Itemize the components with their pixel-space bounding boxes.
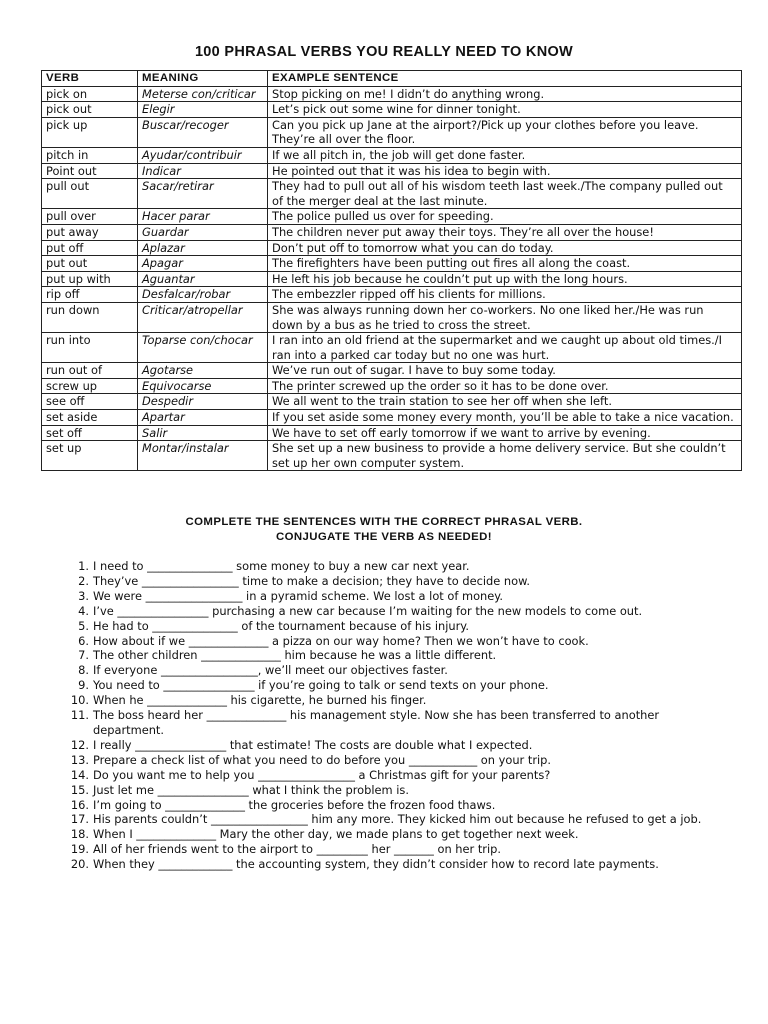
exercise-text: How about if we ______________ a pizza on our way home? Then we won’t have to cook. [93,633,589,648]
exercise-text: Prepare a check list of what you need to do before you ____________ on your trip. [93,752,552,767]
table-row [42,333,742,363]
meaning-cell: Equivocarse [138,378,268,394]
table-row [42,378,742,394]
example-cell: The printer screwed up the order so it has to be done over. [268,378,742,394]
exercise-text: His parents couldn’t _________________ him any more. They kicked him out because he refused to get a job. [93,812,702,827]
exercise-number: 14. [70,767,89,782]
table-row [42,179,742,209]
example-cell: The police pulled us over for speeding. [268,209,742,225]
verb-cell: set up [42,441,138,471]
meaning-cell: Buscar/recoger [138,117,268,147]
exercise-number: 15. [70,782,89,797]
example-cell: If we all pitch in, the job will get done faster. [268,147,742,163]
meaning-cell: Hacer parar [138,209,268,225]
instructions-line-2: CONJUGATE THE VERB AS NEEDED! [275,531,493,543]
verb-cell: set aside [42,410,138,426]
exercise-item [68,827,728,842]
verb-cell: run down [42,302,138,332]
exercise-text: You need to ________________ if you’re going to talk or send texts on your phone. [93,678,549,693]
exercise-number: 4. [78,603,89,618]
exercise-number: 10. [70,693,89,708]
verb-cell: see off [42,394,138,410]
exercise-text: All of her friends went to the airport to _________ her _______ on her trip. [93,842,501,857]
table-row [42,102,742,118]
example-cell: The firefighters have been putting out fires all along the coast. [268,256,742,272]
meaning-cell: Criticar/atropellar [138,302,268,332]
table-row [42,287,742,303]
meaning-cell: Ayudar/contribuir [138,147,268,163]
exercise-text: I really ________________ that estimate! The costs are double what I expected. [93,737,533,752]
exercise-number: 19. [70,842,89,857]
example-cell: We have to set off early tomorrow if we want to arrive by evening. [268,425,742,441]
exercise-text: I’ve ________________ purchasing a new car because I’m waiting for the new models to come out. [93,603,643,618]
example-cell: She set up a new business to provide a home delivery service. But she couldn’t set up her own computer system. [268,441,742,471]
instructions [0,515,768,545]
exercise-text: If everyone _________________, we’ll meet our objectives faster. [93,663,448,678]
verb-cell: pick out [42,102,138,118]
exercise-number: 18. [70,827,89,842]
exercise-item [68,857,728,872]
table-row [42,117,742,147]
exercise-number: 12. [70,737,89,752]
exercise-item [68,678,728,693]
exercise-number: 13. [70,752,89,767]
exercise-text: When I ______________ Mary the other day, we made plans to get together next week. [93,827,579,842]
exercise-item [68,812,728,827]
meaning-cell: Indicar [138,163,268,179]
example-cell: He pointed out that it was his idea to begin with. [268,163,742,179]
instructions-line-1: COMPLETE THE SENTENCES WITH THE CORRECT PHRASAL VERB. [185,516,583,528]
exercise-number: 3. [78,588,89,603]
example-cell: The children never put away their toys. They’re all over the house! [268,224,742,240]
header-example: EXAMPLE SENTENCE [268,71,742,87]
verb-cell: pull out [42,179,138,209]
exercise-number: 17. [70,812,89,827]
phrasal-verbs-table [41,70,742,471]
exercise-number: 16. [70,797,89,812]
example-cell: I ran into an old friend at the supermarket and we caught up about old times./I ran into a parked car today but no one was hurt. [268,333,742,363]
verb-cell: set off [42,425,138,441]
verb-cell: put off [42,240,138,256]
meaning-cell: Apartar [138,410,268,426]
meaning-cell: Despedir [138,394,268,410]
verb-cell: screw up [42,378,138,394]
exercise-number: 5. [78,618,89,633]
example-cell: Stop picking on me! I didn’t do anything wrong. [268,86,742,102]
example-cell: They had to pull out all of his wisdom teeth last week./The company pulled out of the merger deal at the last minute. [268,179,742,209]
meaning-cell: Apagar [138,256,268,272]
table-row [42,394,742,410]
meaning-cell: Guardar [138,224,268,240]
exercise-text: Do you want me to help you _________________ a Christmas gift for your parents? [93,767,551,782]
exercise-text: The boss heard her ______________ his management style. Now she has been transferred to another department. [93,708,660,737]
meaning-cell: Salir [138,425,268,441]
exercise-text: I’m going to ______________ the groceries before the frozen food thaws. [93,797,496,812]
meaning-cell: Aguantar [138,271,268,287]
exercise-item [68,753,728,768]
table-row [42,441,742,471]
meaning-cell: Toparse con/chocar [138,333,268,363]
table-row [42,425,742,441]
exercise-text: When they _____________ the accounting system, they didn’t consider how to record late payments. [93,857,659,872]
table-row [42,147,742,163]
exercise-item [68,842,728,857]
meaning-cell: Elegir [138,102,268,118]
exercise-number: 20. [70,857,89,872]
table-row [42,256,742,272]
meaning-cell: Sacar/retirar [138,179,268,209]
exercise-number: 6. [78,633,89,648]
table-body [42,86,742,471]
verb-cell: Point out [42,163,138,179]
example-cell: If you set aside some money every month, you’ll be able to take a nice vacation. [268,410,742,426]
table-row [42,363,742,379]
exercise-item [68,708,728,738]
example-cell: Can you pick up Jane at the airport?/Pick up your clothes before you leave. They’re all over the floor. [268,117,742,147]
exercise-number: 9. [78,678,89,693]
verb-cell: pull over [42,209,138,225]
verb-cell: pitch in [42,147,138,163]
table-row [42,302,742,332]
exercise-text: Just let me ________________ what I think the problem is. [93,782,409,797]
page-title: 100 PHRASAL VERBS YOU REALLY NEED TO KNOW [194,44,574,60]
exercise-item [68,738,728,753]
table-row [42,86,742,102]
exercise-text: When he ______________ his cigarette, he burned his finger. [93,693,427,708]
exercise-item [68,783,728,798]
exercise-list [68,559,728,872]
table-row [42,271,742,287]
verb-cell: run out of [42,363,138,379]
table-row [42,410,742,426]
example-cell: She was always running down her co-workers. No one liked her./He was run down by a bus as he tried to cross the street. [268,302,742,332]
table-row [42,163,742,179]
verb-cell: rip off [42,287,138,303]
exercise-item [68,798,728,813]
meaning-cell: Meterse con/criticar [138,86,268,102]
verb-cell: put out [42,256,138,272]
exercise-text: He had to _______________ of the tournament because of his injury. [93,618,470,633]
exercise-text: We were _________________ in a pyramid scheme. We lost a lot of money. [93,588,503,603]
header-verb: VERB [42,71,138,87]
example-cell: We all went to the train station to see her off when she left. [268,394,742,410]
exercise-item [68,589,728,604]
example-cell: He left his job because he couldn’t put up with the long hours. [268,271,742,287]
verb-cell: run into [42,333,138,363]
exercise-number: 2. [78,573,89,588]
exercise-number: 8. [78,663,89,678]
exercise-item [68,693,728,708]
table-row [42,224,742,240]
meaning-cell: Desfalcar/robar [138,287,268,303]
exercise-item [68,604,728,619]
example-cell: Don’t put off to tomorrow what you can do today. [268,240,742,256]
table-row [42,240,742,256]
meaning-cell: Aplazar [138,240,268,256]
example-cell: We’ve run out of sugar. I have to buy some today. [268,363,742,379]
example-cell: Let’s pick out some wine for dinner tonight. [268,102,742,118]
exercise-item [68,634,728,649]
exercise-number: 7. [78,648,89,663]
exercise-text: The other children ______________ him because he was a little different. [93,648,497,663]
exercise-item [68,559,728,574]
verb-cell: put away [42,224,138,240]
exercise-text: They’ve _________________ time to make a decision; they have to decide now. [93,573,530,588]
meaning-cell: Agotarse [138,363,268,379]
exercise-item [68,619,728,634]
example-cell: The embezzler ripped off his clients for millions. [268,287,742,303]
exercise-item [68,648,728,663]
exercise-item [68,663,728,678]
table-header-row [42,71,742,87]
exercise-number: 11. [70,708,89,723]
header-meaning: MEANING [138,71,268,87]
exercise-item [68,768,728,783]
meaning-cell: Montar/instalar [138,441,268,471]
verb-cell: pick up [42,117,138,147]
exercise-number: 1. [78,559,89,573]
verb-cell: pick on [42,86,138,102]
verb-cell: put up with [42,271,138,287]
exercise-item [68,574,728,589]
table-row [42,209,742,225]
exercise-text: I need to _______________ some money to buy a new car next year. [93,559,470,573]
